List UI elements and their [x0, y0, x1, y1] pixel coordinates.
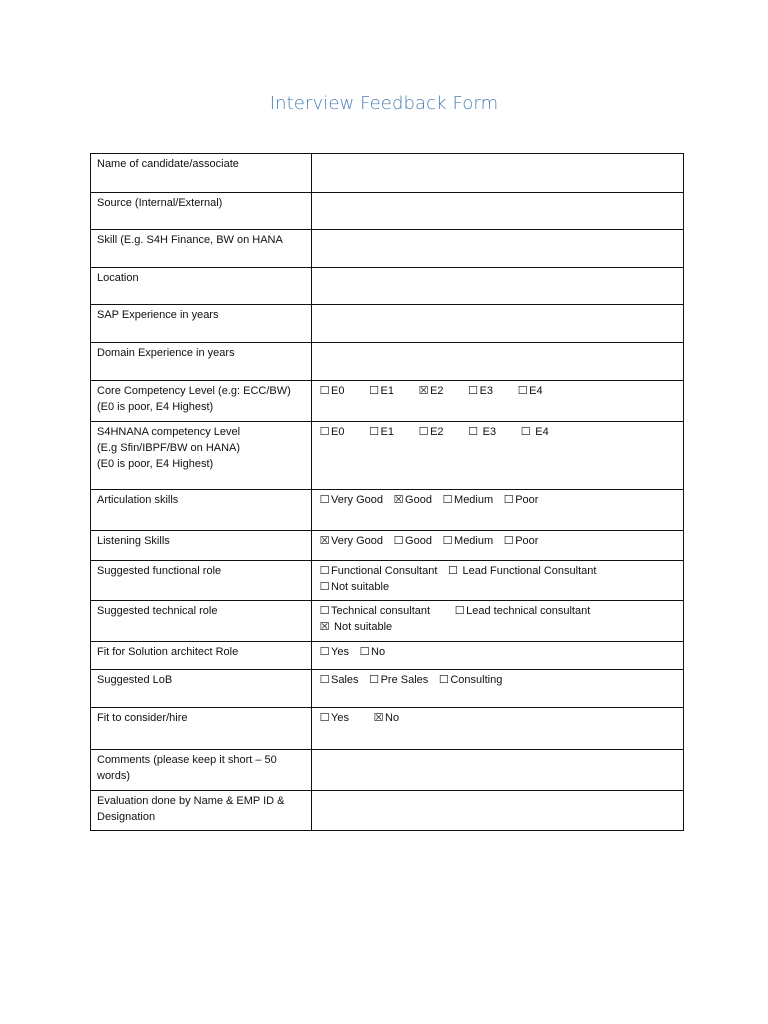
option-label: Medium [454, 535, 494, 547]
checkbox-icon: ☐ [393, 535, 404, 547]
checkbox-icon: ☐ [438, 674, 449, 686]
option-label: E3 [479, 426, 497, 438]
listening-option-poor[interactable] [502, 533, 538, 549]
technical-options [312, 601, 684, 642]
core-option-e2[interactable] [417, 383, 443, 399]
option-label: E4 [532, 426, 549, 438]
hire-option-no[interactable] [372, 710, 399, 726]
option-label: Yes [331, 646, 349, 658]
checkbox-checked-icon: ☒ [373, 712, 384, 724]
row-skill [91, 230, 684, 268]
core-label [91, 381, 312, 422]
core-label-line1: Core Competency Level (e.g: ECC/BW) [97, 385, 291, 397]
s4-label-line3: (E0 is poor, E4 Highest) [97, 458, 214, 470]
core-option-e3[interactable] [467, 383, 493, 399]
functional-option-not-suitable[interactable] [318, 579, 677, 595]
evaluation-field[interactable] [312, 791, 684, 831]
option-label: Lead Functional Consultant [459, 565, 597, 577]
checkbox-icon: ☐ [319, 426, 330, 438]
technical-option-not-suitable[interactable] [318, 619, 677, 635]
option-label: Not suitable [331, 621, 393, 633]
comments-field[interactable] [312, 750, 684, 791]
articulation-option-medium[interactable] [441, 492, 493, 508]
source-label: Source (Internal/External) [91, 193, 312, 230]
option-label: Technical consultant [331, 605, 431, 617]
option-label: E3 [479, 385, 494, 397]
articulation-option-good[interactable] [392, 492, 432, 508]
option-label: Sales [331, 674, 359, 686]
listening-label: Listening Skills [91, 531, 312, 561]
checkbox-checked-icon: ☒ [418, 385, 429, 397]
option-label: E0 [331, 426, 345, 438]
option-label: E2 [430, 385, 444, 397]
core-label-line2: (E0 is poor, E4 Highest) [97, 401, 214, 413]
checkbox-icon: ☐ [369, 385, 379, 397]
core-option-e4[interactable] [516, 383, 542, 399]
location-field[interactable] [312, 268, 684, 305]
row-lob [91, 670, 684, 708]
checkbox-icon: ☐ [319, 565, 330, 577]
architect-option-no[interactable] [358, 644, 385, 660]
comments-label: Comments (please keep it short – 50 words) [91, 750, 312, 791]
core-option-e1[interactable] [368, 383, 394, 399]
listening-option-good[interactable] [392, 533, 432, 549]
checkbox-icon: ☐ [454, 605, 465, 617]
technical-option-lead[interactable] [453, 603, 590, 619]
row-evaluation [91, 791, 684, 831]
architect-options [312, 642, 684, 670]
s4-option-e3[interactable] [467, 424, 497, 440]
row-location [91, 268, 684, 305]
checkbox-icon: ☐ [503, 535, 514, 547]
row-source [91, 193, 684, 230]
checkbox-icon: ☐ [319, 674, 330, 686]
hire-options [312, 708, 684, 750]
row-candidate [91, 154, 684, 193]
s4-label [91, 422, 312, 490]
checkbox-icon: ☐ [517, 385, 528, 397]
s4-label-line1: S4HNANA competency Level [97, 426, 241, 438]
option-label: Poor [515, 535, 539, 547]
option-label: No [385, 712, 400, 724]
row-core [91, 381, 684, 422]
checkbox-icon: ☐ [319, 581, 330, 593]
articulation-option-very-good[interactable] [318, 492, 383, 508]
row-comments [91, 750, 684, 791]
functional-option-lead[interactable] [446, 563, 596, 579]
checkbox-icon: ☐ [442, 535, 453, 547]
s4-option-e2[interactable] [417, 424, 443, 440]
row-sap-exp [91, 305, 684, 343]
s4-label-line2: (E.g Sfin/IBPF/BW on HANA) [97, 442, 241, 454]
s4-option-e0[interactable] [318, 424, 344, 440]
sap-exp-label: SAP Experience in years [91, 305, 312, 343]
s4-options [312, 422, 684, 490]
architect-option-yes[interactable] [318, 644, 349, 660]
listening-option-very-good[interactable] [318, 533, 383, 549]
evaluation-label: Evaluation done by Name & EMP ID & Designation [91, 791, 312, 831]
row-listening [91, 531, 684, 561]
row-articulation [91, 490, 684, 531]
option-label: Very Good [331, 535, 383, 547]
option-label: E2 [430, 426, 444, 438]
row-domain-exp [91, 343, 684, 381]
lob-option-consulting[interactable] [437, 672, 502, 688]
checkbox-icon: ☐ [359, 646, 370, 658]
technical-option-consultant[interactable] [318, 603, 430, 619]
functional-option-consultant[interactable] [318, 563, 437, 579]
lob-option-sales[interactable] [318, 672, 359, 688]
checkbox-icon: ☐ [319, 605, 330, 617]
articulation-label: Articulation skills [91, 490, 312, 531]
checkbox-icon: ☐ [319, 494, 330, 506]
option-label: Not suitable [331, 581, 390, 593]
option-label: Medium [454, 494, 494, 506]
option-label: E1 [380, 426, 394, 438]
hire-label: Fit to consider/hire [91, 708, 312, 750]
checkbox-icon: ☐ [319, 385, 330, 397]
lob-label: Suggested LoB [91, 670, 312, 708]
feedback-table [90, 153, 684, 831]
form-title: Interview Feedback Form [269, 93, 499, 114]
location-label: Location [91, 268, 312, 305]
option-label: Good [405, 494, 432, 506]
checkbox-icon: ☐ [319, 646, 330, 658]
option-label: Lead technical consultant [466, 605, 591, 617]
listening-option-medium[interactable] [441, 533, 493, 549]
option-label: Functional Consultant [331, 565, 438, 577]
checkbox-icon: ☐ [468, 426, 479, 438]
option-label: E0 [331, 385, 345, 397]
core-options [312, 381, 684, 422]
skill-field[interactable] [312, 230, 684, 268]
row-functional [91, 561, 684, 601]
checkbox-checked-icon: ☒ [319, 621, 330, 633]
checkbox-icon: ☐ [369, 674, 380, 686]
checkbox-icon: ☐ [503, 494, 514, 506]
articulation-option-poor[interactable] [502, 492, 538, 508]
domain-exp-field[interactable] [312, 343, 684, 381]
option-label: Poor [515, 494, 539, 506]
option-label: Consulting [450, 674, 503, 686]
checkbox-icon: ☐ [448, 565, 458, 577]
checkbox-checked-icon: ☒ [319, 535, 330, 547]
source-field[interactable] [312, 193, 684, 230]
row-hire [91, 708, 684, 750]
option-label: Very Good [331, 494, 383, 506]
technical-label: Suggested technical role [91, 601, 312, 642]
articulation-options [312, 490, 684, 531]
sap-exp-field[interactable] [312, 305, 684, 343]
candidate-field[interactable] [312, 154, 684, 193]
skill-label: Skill (E.g. S4H Finance, BW on HANA [91, 230, 312, 268]
core-option-e0[interactable] [318, 383, 344, 399]
lob-option-pre-sales[interactable] [368, 672, 429, 688]
option-label: E4 [529, 385, 543, 397]
option-label: Good [405, 535, 432, 547]
checkbox-checked-icon: ☒ [393, 494, 404, 506]
option-label: E1 [380, 385, 394, 397]
checkbox-icon: ☐ [319, 712, 330, 724]
lob-options [312, 670, 684, 708]
row-architect [91, 642, 684, 670]
checkbox-icon: ☐ [520, 426, 531, 438]
hire-option-yes[interactable] [318, 710, 349, 726]
architect-label: Fit for Solution architect Role [91, 642, 312, 670]
option-label: Yes [331, 712, 349, 724]
option-label: No [371, 646, 386, 658]
row-technical [91, 601, 684, 642]
checkbox-icon: ☐ [418, 426, 429, 438]
row-s4 [91, 422, 684, 490]
checkbox-icon: ☐ [468, 385, 479, 397]
checkbox-icon: ☐ [442, 494, 453, 506]
domain-exp-label: Domain Experience in years [91, 343, 312, 381]
functional-label: Suggested functional role [91, 561, 312, 601]
s4-option-e4[interactable] [519, 424, 549, 440]
option-label: Pre Sales [380, 674, 429, 686]
functional-options [312, 561, 684, 601]
checkbox-icon: ☐ [369, 426, 379, 438]
s4-option-e1[interactable] [368, 424, 394, 440]
candidate-label: Name of candidate/associate [91, 154, 312, 193]
listening-options [312, 531, 684, 561]
